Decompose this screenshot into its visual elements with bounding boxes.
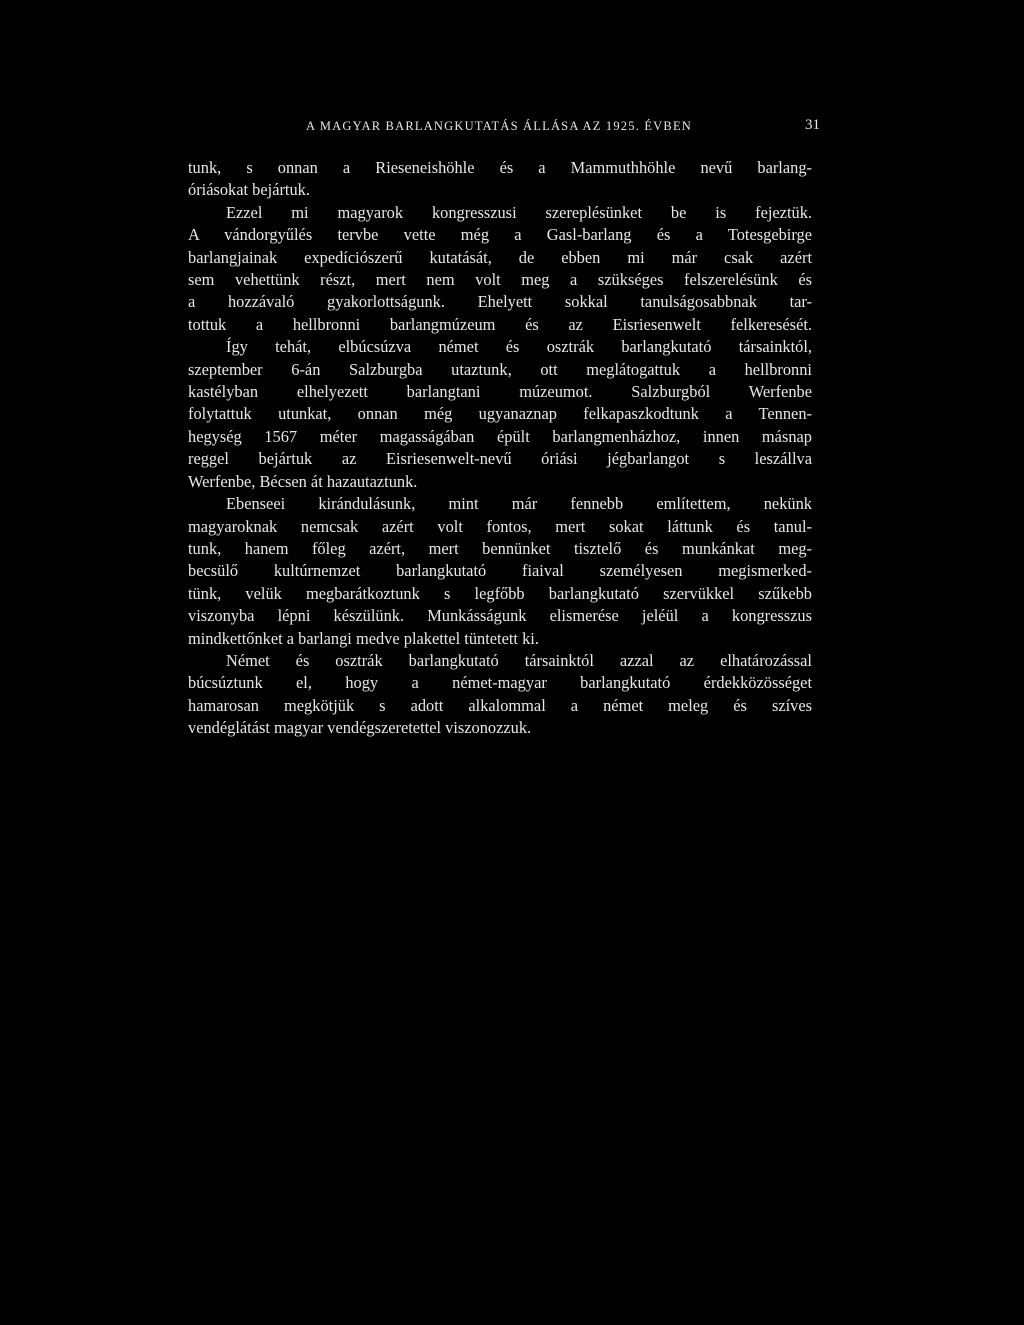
text-line: hegység 1567 méter magasságában épült barlangmenházhoz, innen másnap: [188, 426, 812, 446]
text-line: vendéglátást magyar vendégszeretettel viszonozzuk.: [188, 718, 532, 738]
text-line: tunk, hanem főleg azért, mert bennünket tisztelő és munkánkat meg-: [188, 538, 812, 558]
running-header: [188, 117, 820, 139]
text-line: tünk, velük megbarátkoztunk s legfőbb barlangkutató szervükkel szűkebb: [188, 583, 812, 603]
text-line: mindkettőnket a barlangi medve plakettel tüntetett ki.: [188, 628, 539, 648]
text-line: kastélyban elhelyezett barlangtani múzeumot. Salzburgból Werfenbe: [188, 382, 812, 402]
text-line: becsülő kultúrnemzet barlangkutató fiaival személyesen megismerked-: [188, 561, 812, 581]
text-line: búcsúztunk el, hogy a német-magyar barlangkutató érdekközösséget: [188, 673, 812, 693]
text-line: Ebenseei kirándulásunk, mint már fennebb említettem, nekünk: [226, 494, 812, 514]
text-line: Német és osztrák barlangkutató társainktól azzal az elhatározással: [226, 650, 812, 670]
text-line: magyaroknak nemcsak azért volt fontos, mert sokat láttunk és tanul-: [188, 516, 812, 536]
text-line: óriásokat bejártuk.: [188, 180, 310, 200]
text-line: tottuk a hellbronni barlangmúzeum és az Eisriesenwelt felkeresését.: [188, 314, 812, 334]
text-line: barlangjainak expedíciószerű kutatását, de ebben mi már csak azért: [188, 247, 812, 267]
text-line: Így tehát, elbúcsúzva német és osztrák barlangkutató társainktól,: [226, 337, 812, 357]
text-line: Werfenbe, Bécsen át hazautaztunk.: [188, 471, 418, 491]
text-line: viszonyba lépni készülünk. Munkásságunk elismerése jeléül a kongresszus: [188, 606, 812, 626]
text-line: tunk, s onnan a Rieseneishöhle és a Mammuthhöhle nevű barlang-: [188, 158, 812, 177]
body-text: [188, 157, 812, 740]
page-number: 31: [805, 117, 820, 133]
text-line: A vándorgyűlés tervbe vette még a Gasl-barlang és a Totesgebirge: [188, 225, 812, 245]
text-line: folytattuk utunkat, onnan még ugyanaznap felkapaszkodtunk a Tennen-: [188, 404, 812, 424]
text-line: reggel bejártuk az Eisriesenwelt-nevű óriási jégbarlangot s leszállva: [188, 449, 812, 469]
text-line: a hozzávaló gyakorlottságunk. Ehelyett sokkal tanulságosabbnak tar-: [188, 292, 812, 312]
text-line: Ezzel mi magyarok kongresszusi szereplésünket be is fejeztük.: [226, 202, 812, 222]
header-title: A MAGYAR BARLANGKUTATÁS ÁLLÁSA AZ 1925. ÉVBEN: [306, 119, 693, 133]
text-line: hamarosan megkötjük s adott alkalommal a német meleg és szíves: [188, 695, 812, 715]
text-line: sem vehettünk részt, mert nem volt meg a szükséges felszerelésünk és: [188, 270, 812, 290]
text-line: szeptember 6-án Salzburgba utaztunk, ott meglátogattuk a hellbronni: [188, 359, 812, 379]
